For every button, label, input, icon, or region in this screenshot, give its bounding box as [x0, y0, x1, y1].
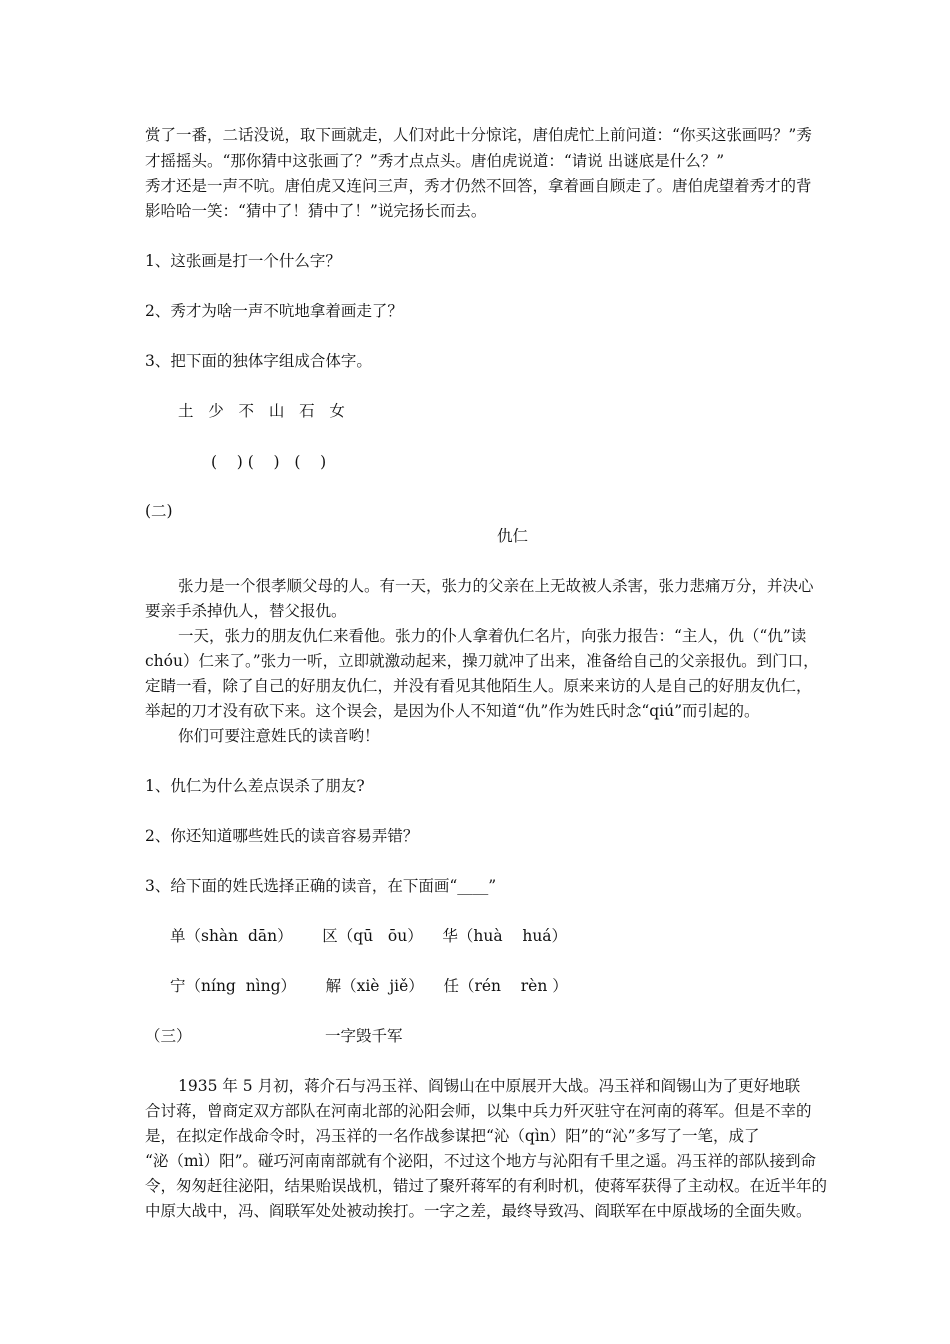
paragraph-line: 一天，张力的朋友仇仁来看他。张力的仆人拿着仇仁名片，向张力报告：“主人，仇（“仇”读	[178, 627, 807, 645]
paragraph-line: 合讨蒋，曾商定双方部队在河南北部的沁阳会师，以集中兵力歼灭驻守在河南的蒋军。但是不幸的	[145, 1102, 812, 1120]
paragraph-line: 秀才还是一声不吭。唐伯虎又连问三声，秀才仍然不回答，拿着画自顾走了。唐伯虎望着秀才的背	[145, 177, 812, 195]
question-item: 3、把下面的独体字组成合体字。	[145, 352, 372, 370]
paragraph-line: 要亲手杀掉仇人，替父报仇。	[145, 602, 347, 620]
question-item: 3、给下面的姓氏选择正确的读音，在下面画“____”	[145, 877, 497, 895]
characters-row: 土 少 不 山 石 女	[178, 402, 345, 420]
section-label: (二)	[145, 502, 173, 520]
paragraph-line: 影哈哈一笑：“猜中了！猜中了！”说完扬长而去。	[145, 202, 487, 220]
paragraph-line: 才摇摇头。“那你猜中这张画了？”秀才点点头。唐伯虎说道：“请说 出谜底是什么？”	[145, 152, 725, 170]
paragraph-line: 定睛一看，除了自己的好朋友仇仁，并没有看见其他陌生人。原来来访的人是自己的好朋友仇仁，	[145, 677, 812, 695]
answer-blanks-row: ( ) ( ) ( )	[211, 453, 327, 471]
question-item: 1、这张画是打一个什么字？	[145, 252, 341, 270]
paragraph-line: 是，在拟定作战命令时，冯玉祥的一名作战参谋把“沁（qìn）阳”的“沁”多写了一笔，成了	[145, 1127, 760, 1145]
paragraph-line: 举起的刀才没有砍下来。这个误会，是因为仆人不知道“仇”作为姓氏时念“qiú”而引起的。	[145, 702, 760, 720]
paragraph-line: 中原大战中，冯、阎联军处处被动挨打。一字之差，最终导致冯、阎联军在中原战场的全面失败。	[145, 1202, 812, 1220]
section-title: 仇仁	[497, 527, 529, 545]
paragraph-line: 1935 年 5 月初，蒋介石与冯玉祥、阎锡山在中原展开大战。冯玉祥和阎锡山为了更好地联	[178, 1077, 801, 1095]
paragraph-line: 赏了一番，二话没说，取下画就走，人们对此十分惊诧，唐伯虎忙上前问道：“你买这张画吗？”秀	[145, 126, 812, 144]
paragraph-line: 张力是一个很孝顺父母的人。有一天，张力的父亲在上无故被人杀害，张力悲痛万分，并决心	[178, 577, 814, 595]
question-item: 2、秀才为啥一声不吭地拿着画走了？	[145, 302, 403, 320]
surname-options-row: 单（shàn dān） 区（qū ōu） 华（huà huá）	[170, 927, 568, 945]
section-title: 一字毁千军	[325, 1027, 403, 1045]
section-label: （三）	[145, 1027, 192, 1045]
paragraph-line: 令，匆匆赶往泌阳，结果贻误战机，错过了聚歼蒋军的有利时机，使蒋军获得了主动权。在近半年的	[145, 1177, 828, 1195]
paragraph-line: “泌（mì）阳”。碰巧河南南部就有个泌阳，不过这个地方与沁阳有千里之遥。冯玉祥的部队接到命	[145, 1152, 817, 1170]
surname-options-row: 宁（níng nìng） 解（xiè jiě） 任（rén rèn ）	[170, 977, 568, 995]
paragraph-line: chóu）仁来了。”张力一听，立即就激动起来，操刀就冲了出来，准备给自己的父亲报仇。到门口，	[145, 652, 819, 670]
question-item: 2、你还知道哪些姓氏的读音容易弄错？	[145, 827, 419, 845]
question-item: 1、仇仁为什么差点误杀了朋友?	[145, 777, 365, 795]
paragraph-line: 你们可要注意姓氏的读音哟！	[178, 727, 380, 745]
